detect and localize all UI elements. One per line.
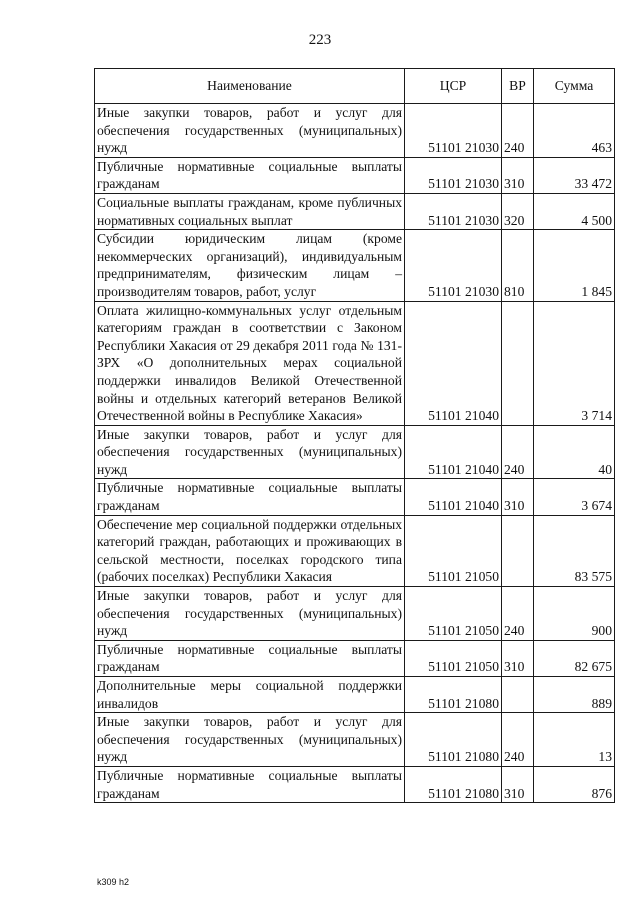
row-csr: 51101 21040 [405, 479, 502, 515]
header-vr: ВР [502, 69, 534, 104]
row-vr: 810 [502, 230, 534, 301]
row-csr: 51101 21040 [405, 301, 502, 425]
document-footer-code: k309 h2 [97, 877, 130, 887]
table-row [95, 587, 615, 641]
row-sum: 900 [534, 587, 615, 641]
row-name: Публичные нормативные социальные выплаты гражданам [95, 766, 405, 802]
row-name: Оплата жилищно-коммунальных услуг отдельным категориям граждан в соответствии с Законом Республики Хакасия от 29 декабря 2011 года № 131-ЗРХ «О дополнительных мерах социальной поддержки инвалидов Великой Отечественной войны и отдельных категорий ветеранов Великой Отечественной войны в Республике Хакасия» [95, 301, 405, 425]
row-vr: 240 [502, 713, 534, 767]
header-sum: Сумма [534, 69, 615, 104]
row-name: Социальные выплаты гражданам, кроме публичных нормативных социальных выплат [95, 193, 405, 229]
row-vr: 310 [502, 766, 534, 802]
row-vr: 310 [502, 640, 534, 676]
row-sum: 3 674 [534, 479, 615, 515]
row-csr: 51101 21080 [405, 766, 502, 802]
row-vr: 310 [502, 157, 534, 193]
row-sum: 1 845 [534, 230, 615, 301]
table-row [95, 713, 615, 767]
row-name: Иные закупки товаров, работ и услуг для обеспечения государственных (муниципальных) нужд [95, 587, 405, 641]
page-number: 223 [308, 32, 332, 48]
table-row [95, 230, 615, 301]
row-name: Субсидии юридическим лицам (кроме некоммерческих организаций), индивидуальным предпринимателям, физическим лицам – производителям товаров, работ, услуг [95, 230, 405, 301]
row-name: Иные закупки товаров, работ и услуг для обеспечения государственных (муниципальных) нужд [95, 104, 405, 158]
row-sum: 889 [534, 677, 615, 713]
row-csr: 51101 21030 [405, 230, 502, 301]
table-row [95, 766, 615, 802]
row-sum: 83 575 [534, 515, 615, 586]
table-row [95, 157, 615, 193]
row-csr: 51101 21050 [405, 640, 502, 676]
row-csr: 51101 21030 [405, 193, 502, 229]
row-sum: 4 500 [534, 193, 615, 229]
row-csr: 51101 21040 [405, 425, 502, 479]
row-csr: 51101 21050 [405, 515, 502, 586]
table-row [95, 515, 615, 586]
row-sum: 876 [534, 766, 615, 802]
row-name: Публичные нормативные социальные выплаты гражданам [95, 640, 405, 676]
row-csr: 51101 21030 [405, 104, 502, 158]
row-sum: 463 [534, 104, 615, 158]
row-sum: 3 714 [534, 301, 615, 425]
table-row [95, 425, 615, 479]
row-vr: 310 [502, 479, 534, 515]
header-name: Наименование [95, 69, 405, 104]
row-sum: 40 [534, 425, 615, 479]
row-sum: 82 675 [534, 640, 615, 676]
table-row [95, 677, 615, 713]
row-vr: 320 [502, 193, 534, 229]
table-header-row [95, 69, 615, 104]
row-name: Публичные нормативные социальные выплаты гражданам [95, 479, 405, 515]
row-sum: 33 472 [534, 157, 615, 193]
row-sum: 13 [534, 713, 615, 767]
table-row [95, 301, 615, 425]
row-csr: 51101 21050 [405, 587, 502, 641]
table-row [95, 640, 615, 676]
table-row [95, 479, 615, 515]
row-vr: 240 [502, 425, 534, 479]
row-csr: 51101 21030 [405, 157, 502, 193]
row-csr: 51101 21080 [405, 713, 502, 767]
table-row [95, 104, 615, 158]
row-name: Иные закупки товаров, работ и услуг для обеспечения государственных (муниципальных) нужд [95, 713, 405, 767]
table-row [95, 193, 615, 229]
row-name: Дополнительные меры социальной поддержки инвалидов [95, 677, 405, 713]
row-vr: 240 [502, 104, 534, 158]
header-csr: ЦСР [405, 69, 502, 104]
budget-table [94, 68, 615, 803]
row-name: Публичные нормативные социальные выплаты гражданам [95, 157, 405, 193]
row-vr [502, 677, 534, 713]
row-vr: 240 [502, 587, 534, 641]
row-name: Иные закупки товаров, работ и услуг для обеспечения государственных (муниципальных) нужд [95, 425, 405, 479]
row-name: Обеспечение мер социальной поддержки отдельных категорий граждан, работающих и проживающих в сельской местности, поселках городского типа (рабочих поселках) Республики Хакасия [95, 515, 405, 586]
row-vr [502, 515, 534, 586]
row-vr [502, 301, 534, 425]
row-csr: 51101 21080 [405, 677, 502, 713]
